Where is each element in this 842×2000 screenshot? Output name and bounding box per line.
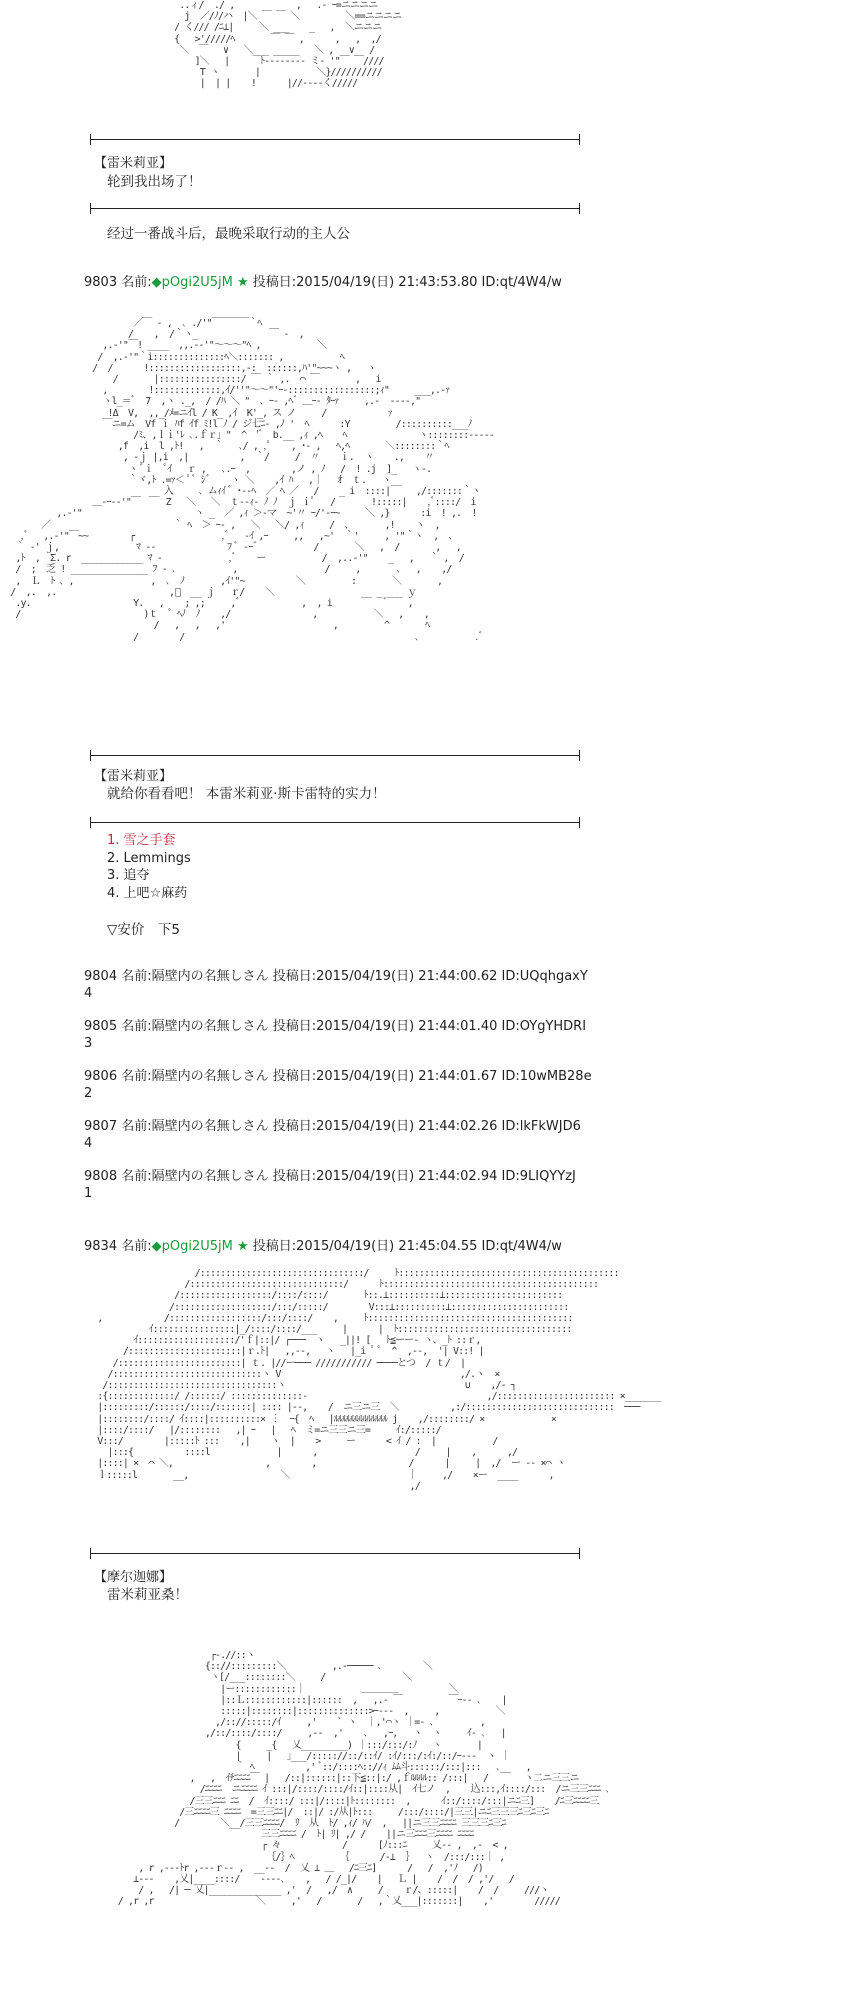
- choice-item: 4. 上吧☆麻药: [107, 885, 188, 901]
- reply-body: 4: [84, 1136, 93, 1151]
- speaker-label: 【摩尔迦娜】: [94, 1570, 173, 1585]
- reply-post: [84, 1168, 576, 1202]
- ascii-art-bottom: ┌-.//::ヽ {:://:::::::::＼ ,.-───── ､ ＼ ヽ[/___::::::::＼ / ＼ |ー::::::::::::｜ ＿＿＿＿ ＼ |::Ｌ::::::::::::|:::::: , ,.- ￣ ￣ｰ-- ､ | :::::|::::::::|::::::::::::::>ｰ--- , , ＼ ,/:://:::::/ｲ ,' ` ヽ ｜,'⌒ヽ ｜=- ､ , ,/::/::::/::::/ ,-- ,' ､ ,ｰ, ヽ ヽ ｲ- ､ | { _{ 乂_________) ｜:::/:::/:ﾉ ヽ | | | ｣___/::::://::/::ｲ/ :ｲ/:::/:ｲ:/::/ｰ‐-- ヽ ｜ ｀ ﾍ ,' ﾞ::/::::ﾍ:://ｨ ﾑﾑ斗::::::/:::|::: ､__ , , , ｲﾁﾆﾆﾆﾆ￣ | /::|::::::|::下≦::|:/ ,ｆﾙﾙﾙﾙ:: /:::| / ヽ二ニ三三ニ /ﾆﾆﾆﾆ ニﾆﾆﾆﾆ ｲ :::|/::::/::::/ｲ::|::::从| ｲ七ノ , 込:::,ｲ::::/::: /ニ三三ﾆﾆﾆ ､ /三三ﾆﾆﾆ ﾆﾆ / ｲ::::/ :::|/::::|ﾄ:::::::: , ｲ::/::::/:::|ニﾆ三] /ﾆ三ﾆﾆﾆﾆ三 /三ﾆﾆﾆﾆ三 ﾆﾆﾆﾆ =三三ﾆﾆ|/ ::|/ :/从|ﾄ::: /:::/::::/|三三|ニﾆ三三三ﾆ三ﾆ三ﾆ / ＼__/三三ﾆﾆﾆﾆ/ ﾘ 从 ﾄ/ ,ｨ/ ﾊ/ , ||ニ三三ﾆﾆﾆﾆ 三三三ﾆ三ﾆ 三三ﾆﾆﾆﾆ / ﾄ| ﾘ| ,/ / ||ニ三ﾆﾆﾆ三ﾆﾆﾆﾆ ﾆﾆﾆﾆ ┌ 々 / [ﾉ:::ﾆ 乂-- , ,- < , ｛/｝ﾍ ｛ /‐⊥ ｝ ヽ /:::/:::｜ , , r ,---ﾄr ,---ｒ-- , __-‐ / 乂 ⊥ ＿ /ﾆ三ﾆ] / / ,'ﾉ /) ⊥--- ,乂|____::::/ ----､ , / /_|/ | Ｌ | / / / ,'/ / / , /| ─ 乂|______________ ,' / ,/ ∧ / ｒ/、:::::| / / ///ヽ / ,r ,r ＼ ,' / / ,｀乂___|:::::::| ,' /////: [117, 1650, 610, 1908]
- divider: [90, 208, 580, 209]
- reply-header: 9807 名前:隔壁内の名無しさん 投稿日:2015/04/19(日) 21:44:02.26 ID:lkFkWJD6: [84, 1119, 581, 1134]
- reply-post: [84, 1118, 581, 1152]
- choice-list: [107, 832, 191, 902]
- post-meta: 投稿日:2015/04/19(日) 21:43:53.80 ID:qt/4W4/w: [248, 275, 562, 290]
- divider: [90, 139, 580, 140]
- anchor-note: ▽安价 下5: [107, 922, 180, 938]
- ascii-art-morgiana: /::::::::::::::::::::::::::::::::/ ﾄ::::::::::::::::::::::::::::::::::::::::::: /::::::::::::::::::::::::::::::/ ﾄ:::::::::::::::::::::::::::::::::::::::::: /::::::::::::::::::/::::/::::/ ﾄ::.⊥::::::::::⊥::::::::::::::::::::::: /:::::::::::::::::::/:::/:::::/ V:::⊥::::::::::⊥::::::::::::::::::::::: , /::::::::::::::::::/:::/::::/ , ﾄ:::::::::::::::::::::::::::::::::::::::: ｲ::::::::::::::::|_/::::/::::/___ | | ﾄ:::::::::::::::::::::::::::::::::: ｲ:::::::::::::::::::/'ｆ|::|/ ┌─── ヽ _||! [ ﾄ≦ーー- ヽ、_ﾄ ::ｒ, /::::::::::::::::::::::|ｒ.ﾄ| ,,--, ヽ |_i ﾟ ﾟ ^ ,--, '| V::! | /::::::::::::::::::::::::| ｔ. |//ー─── /////////// ────とつ / ｔ/ | /:::::::::::::::::::::::::::::ヽ V ,/.ヽ × /:::::::::::::::::::::::::::::::::ヽ ∪ ,/‐ ┐ :{:::::::::::::/ /::::::/ ::::::::::::::- ,/::::::::::::::::::::::: ×_______ |:::::::::/::::::/::::/:::::::| :::: |--, / ニ三ニ三 ＼ ,:/::::::::::::::::::::::::::::: ─── |::::::::/::::/ ｲ::::|::::::::::× ︙ ｰ{ ﾍ |ﾙﾙﾙﾙﾙﾙﾙﾙﾙﾙﾙﾙﾙ j ,/::::::::/ × × |::::/::::/ |/:::::::: ,| ｰ | ﾍ ミ=ニ三三ニ三= ｲ:/:::::/ V:::/ |:::::ﾄ ::: ,| ヽ | > ー < ｲ / : | / |:::{ ::::l | , / | , ,/ |::::| × ⌒ ＼, , , / | | ,/ ー -- ×⌒ ヽ ｌ:::::l __, ＼ ｜ ,/ ×ー ____ , ,/: [97, 1268, 661, 1492]
- divider: [90, 822, 580, 823]
- reply-header: 9804 名前:隔壁内の名無しさん 投稿日:2015/04/19(日) 21:44:00.62 ID:UQqhgaxY: [84, 969, 588, 984]
- tripcode: ◆pOgi2U5jM ★: [151, 275, 249, 290]
- reply-header: 9805 名前:隔壁内の名無しさん 投稿日:2015/04/19(日) 21:44:01.40 ID:OYgYHDRI: [84, 1019, 587, 1034]
- tripcode: ◆pOgi2U5jM ★: [151, 1239, 249, 1254]
- reply-post: [84, 1068, 592, 1102]
- post-meta: 投稿日:2015/04/19(日) 21:45:04.55 ID:qt/4W4/w: [248, 1239, 562, 1254]
- reply-body: 3: [84, 1036, 93, 1051]
- reply-post: [84, 968, 588, 1002]
- reply-post: [84, 1018, 586, 1052]
- reply-body: 2: [84, 1086, 93, 1101]
- ascii-art-remilia: ／￣ - , ､ ./'"￣￣￣￣｀ﾍ / , /｀ヽ_ ￣ - , ,.-'"￣! ____ ,,.--'"～～～"ﾍ , ＼ / ,.-'"｀i::::::::::::::ﾍ＼::::::: , ﾍ / / !::::::::::::::::::,-: ::::::,ﾊ'"~~~ヽ , ヽ / |::::::::::::::::/ ￣ ｀ ,. ⌒ ￣ , i , !:::::::::::::,ｲ/''"～～"'ｰ-:::::::::::::::::;ｨ" ___,.-ｧ ヽl_＝ﾞ 7 ,ヽ ._, / /ﾊ ＼ " ､ ｰ- ,ﾍﾞ ＿ｰ- ﾀｰｧ ,.- ----," !Δ V, ,,_/ﾒ=ニｲl / K_ ,ｲ K'_, ス ノ / ｧ ￣ニ=ム Vf ｉ ﾊf ｲf ﾐ!l ﾉ / ジ七ﾆ- ,ﾉ ' ﾍ :Y /::::::::::___ﾉ /ﾐ、,ｌｉ'ﾚ ､.ｆｒ｣ " ^ 'ﾞ b.__ ,ｨ ,ﾍ ﾍ ヽ::::::::----- ,f ,i l ,ﾄ! , ｀ ､/ , ,ﾟ , ･- , ﾍ,ﾍ ＼::::::::｀ﾍ , -ｊ |,i ,| , ｀/ / 〃 ｉ. ヽ ., 〃 ヽ ﾞｉ ﾟｲ ｒ , ､.ｰ , ,ノ , ﾉ / ! .j ]_ ヽ-. ｀ヾ,ﾄ .=ｧ＜ ﾟﾞ ｼﾞ ヽ ＼ ,ｲ ﾊ ,｜ ｵ ｔ. ヽ__ __ 入 ､ ムｨｲ ﾞ ･--ﾍ ／ ﾍ ／ / _ i ::::| ,/:::::::｀ヽ ＿-ｰ‐‐'"￣ Z ＼ ＼ ｔ--ｨ- ﾉ ﾉ ｊ ｉﾟ / !:::::| ,ﾞ::::/ i ,.-'" ヽ _ ／ ,ｨ ＞-マ ~'〃 ｰ/'-ｰ~ ＼ ,} :i ! ,. ! ／ ｀ ﾍ ＞ ｰ- , ＼ ＼/ ,ｨ / ､ ,! ヽ , ,ﾞ ,.-'"￣~~ ┌ ,ﾞ -ｲ ,ｰ ,, ,~' ｀' , '"｀ヽ , ､ ｀ -' ｊ, ﾏ ‐‐ ﾌ ﾞ -ｰﾞ / ＼ , / , , ,ﾄ , Σ. r ____________ ﾏ ‐ ,ﾞ ー / ,..-'" _ , ｀ , / / ; 乏 ! _______________ ﾌ ‐ ､ , / , ､ , ,/ , Ｌ ﾄ ､ , , ､ ﾉ ,ｲ'"~ ＼ : ＼ , / ,. ,. ,ﾞ __ ｊ ｒ/ ＼ __ _ ___ ｙ .y. Y. , ; ,; ,ﾞ , , i ﾞ , / )ｔ ﾟ ﾍﾉ ﾉ ,/ , ＼ , , / , , ,' , ^ ﾍ / / ､ .ﾞ: [10, 318, 494, 643]
- divider: [90, 755, 580, 756]
- reply-header: 9808 名前:隔壁内の名無しさん 投稿日:2015/04/19(日) 21:44:02.94 ID:9LIQYYzJ: [84, 1169, 576, 1184]
- narration-text: 经过一番战斗后，最晚采取行动的主人公: [107, 226, 350, 242]
- post-header-9803: [84, 271, 562, 290]
- post-header-9834: [84, 1235, 562, 1254]
- choice-item: 2. Lemmings: [107, 850, 191, 866]
- reply-body: 1: [84, 1186, 93, 1201]
- reply-header: 9806 名前:隔壁内の名無しさん 投稿日:2015/04/19(日) 21:44:01.67 ID:10wMB28e: [84, 1069, 592, 1084]
- dialogue-text: 就给你看看吧！ 本雷米莉亚·斯卡雷特的实力！: [107, 786, 386, 802]
- choice-item: 3. 追夺: [107, 868, 150, 883]
- ascii-art-top: ..ィ/ ./ , , .- ｰ=ニニニニ j ／/ﾉ/ハ |＼ ￣ ￣ ＼ ＼==ニニニニ / く/// /ﾆ⊥| ＼ ___ _ , ＼ニニニ { >'/////ﾍ ￣ ￣ , , , ,/ ＼ ￣ ∨ ＼___ _____ ＼ , ∨ / ]＼ | ﾄ-------- ミ- '"￣ ￣//// T ヽ | ＼}////////// | | | ! |//----く/////: [174, 0, 402, 90]
- choice-item: 1. 雪之手套: [107, 833, 176, 848]
- post-number-name: 9834 名前:: [84, 1239, 152, 1254]
- speaker-label: 【雷米莉亚】: [94, 156, 173, 171]
- post-number-name: 9803 名前:: [84, 275, 152, 290]
- divider: [90, 1553, 580, 1554]
- dialogue-text: 轮到我出场了！: [107, 174, 202, 190]
- dialogue-text: 雷米莉亚桑！: [107, 1587, 188, 1603]
- reply-body: 4: [84, 986, 93, 1001]
- speaker-label: 【雷米莉亚】: [94, 769, 173, 784]
